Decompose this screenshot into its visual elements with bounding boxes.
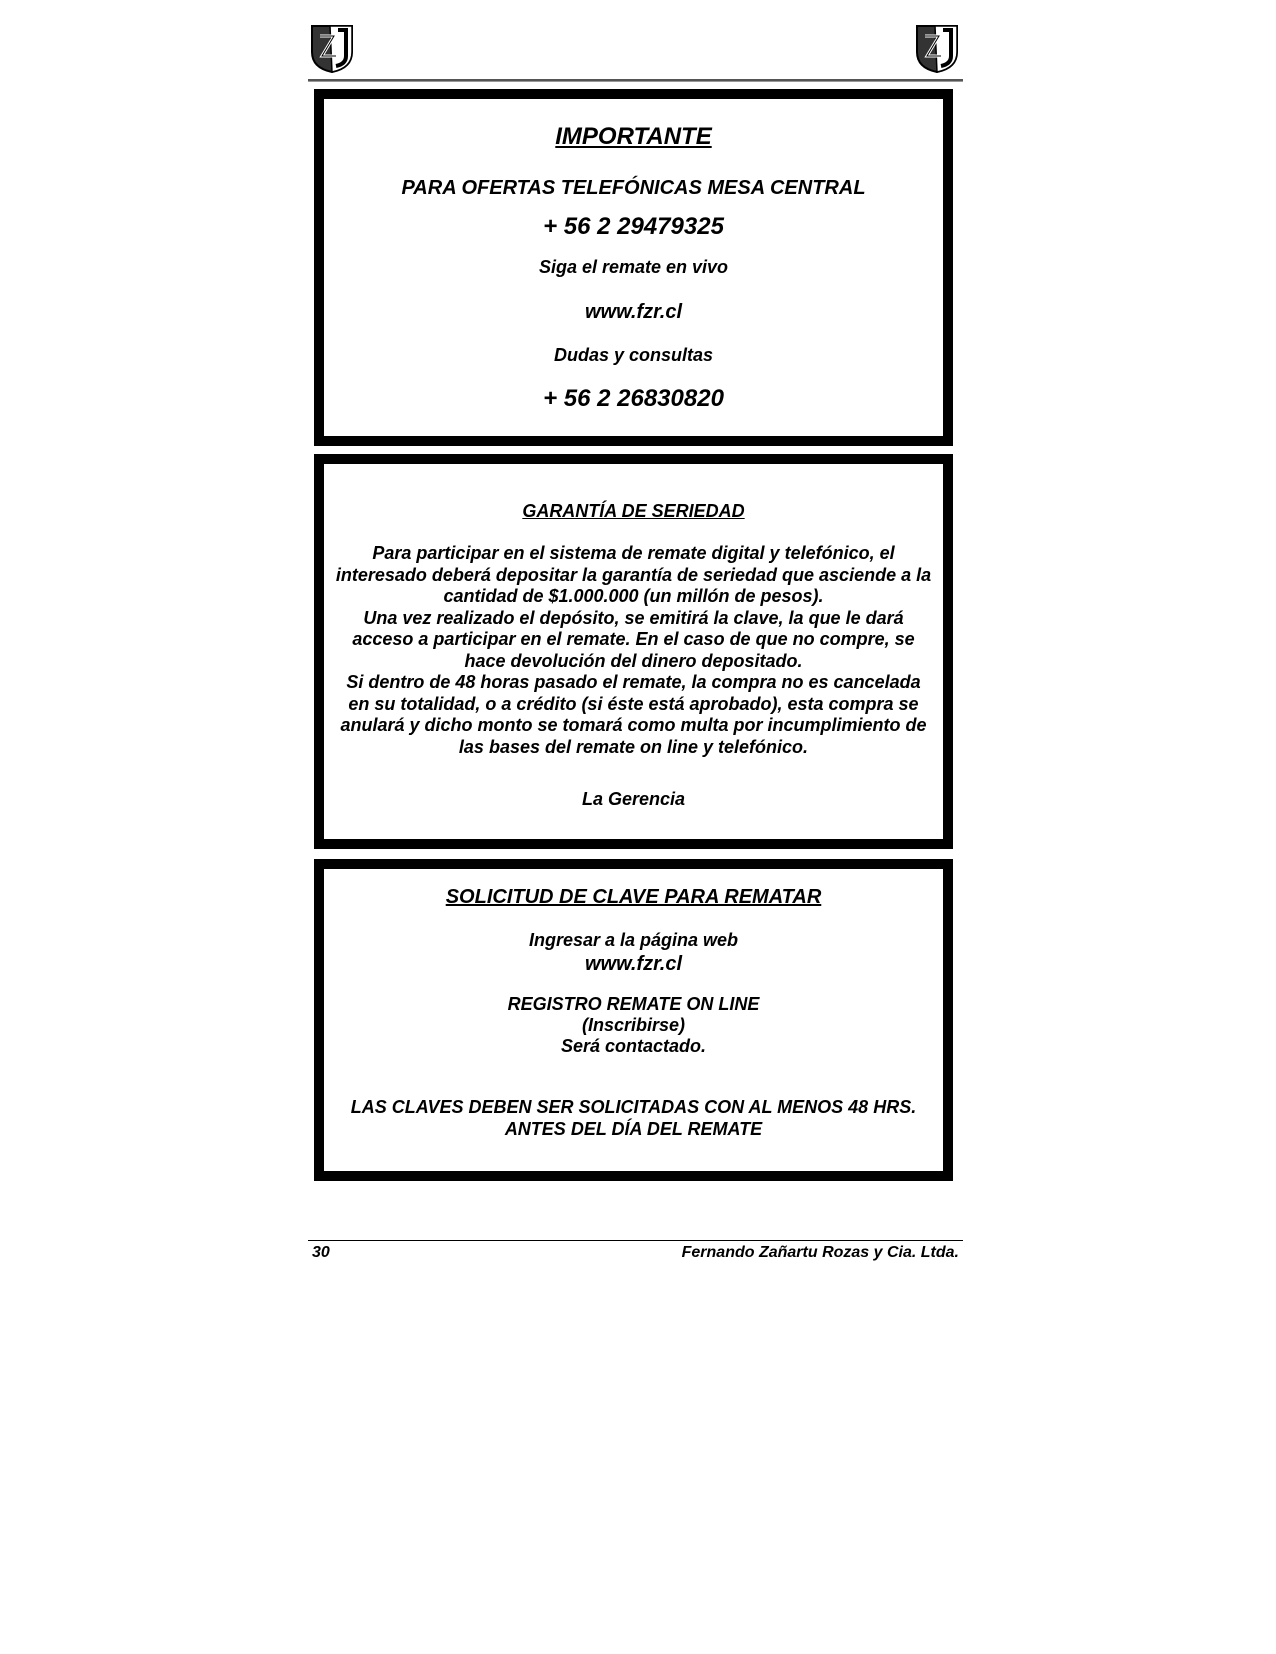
important-box [315,90,952,445]
page-number: 30 [312,1244,330,1261]
guarantee-title: GARANTÍA DE SERIEDAD [522,501,745,521]
guarantee-text-line: cantidad de $1.000.000 (un millón de pesos). [443,586,824,606]
deadline-warning: ANTES DEL DÍA DEL REMATE [504,1119,763,1139]
password-request-box [315,860,952,1180]
company-logo-icon [308,22,358,74]
deadline-warning: LAS CLAVES DEBEN SER SOLICITADAS CON AL MENOS 48 HRS. [350,1097,917,1117]
central-phone-number: + 56 2 29479325 [543,213,724,240]
registration-note: (Inscribirse) [581,1015,686,1035]
header-divider [308,79,963,82]
guarantee-text-line: Una vez realizado el depósito, se emitirá la clave, la que le dará [363,607,904,628]
document-page [308,0,963,1654]
guarantee-box [315,455,952,848]
live-auction-label: Siga el remate en vivo [538,257,729,277]
guarantee-text-line: en su totalidad, o a crédito (si éste está aprobado), esta compra se [348,693,919,714]
questions-phone-number: + 56 2 26830820 [543,385,724,412]
web-instruction: Ingresar a la página web [528,930,739,950]
contact-note: Será contactado. [560,1036,707,1056]
important-title: IMPORTANTE [555,123,712,150]
guarantee-text [332,543,935,758]
guarantee-text-line: acceso a participar en el remate. En el caso de que no compre, se [352,629,915,649]
guarantee-text-line: las bases del remate on line y telefónico. [458,736,809,757]
page-header [308,22,963,84]
password-request-title: SOLICITUD DE CLAVE PARA REMATAR [445,886,822,908]
company-name: Fernando Zañartu Rozas y Cia. Ltda. [681,1244,959,1261]
guarantee-text-line: interesado deberá depositar la garantía de seriedad que asciende a la [335,564,932,585]
guarantee-text-line: Para participar en el sistema de remate digital y telefónico, el [372,543,895,563]
guarantee-text-line: anulará y dicho monto se tomará como multa por incumplimiento de [340,715,927,735]
signature: La Gerencia [581,789,686,809]
questions-label: Dudas y consultas [553,345,714,365]
footer-divider [308,1240,963,1241]
phone-offers-heading: PARA OFERTAS TELEFÓNICAS MESA CENTRAL [401,177,866,199]
company-logo-icon [913,22,963,74]
guarantee-text-line: Si dentro de 48 horas pasado el remate, la compra no es cancelada [346,672,921,692]
website-link[interactable]: www.fzr.cl [584,301,683,323]
website-link[interactable]: www.fzr.cl [584,953,683,975]
guarantee-text-line: hace devolución del dinero depositado. [464,650,803,671]
online-registration-label: REGISTRO REMATE ON LINE [507,994,760,1014]
